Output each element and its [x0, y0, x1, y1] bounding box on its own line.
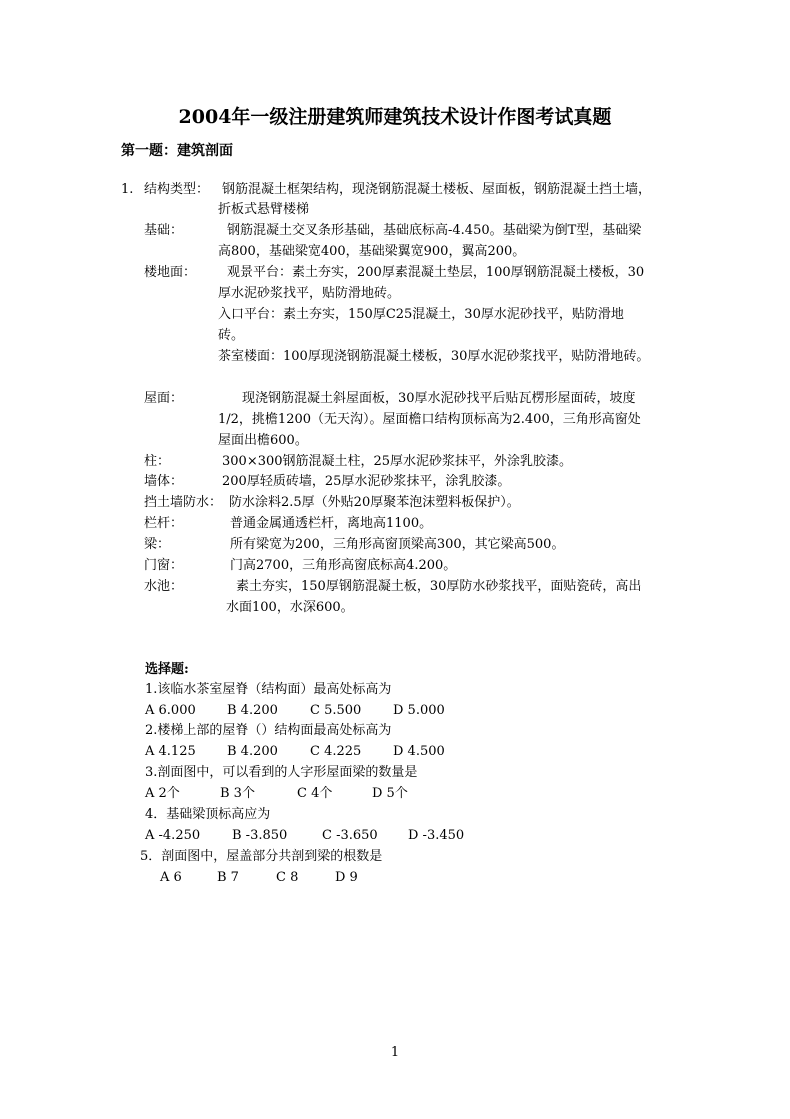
- question-1-option-b: B 4.200: [227, 703, 278, 718]
- column-label: 柱：: [144, 454, 171, 469]
- railing-label: 栏杆：: [144, 516, 184, 531]
- question-1: 1.该临水茶室屋脊（结构面）最高处标高为: [145, 682, 392, 697]
- beam-text: 所有梁宽为200，三角形高窗顶梁高300，其它梁高500。: [230, 537, 565, 552]
- floor-text-3: 入口平台：素土夯实，150厚C25混凝土，30厚水泥砂找平，贴防滑地: [218, 307, 624, 322]
- question-3-option-c: C 4个: [297, 786, 333, 801]
- floor-text-2: 厚水泥砂浆找平，贴防滑地砖。: [218, 286, 401, 301]
- roof-text-1: 现浇钢筋混凝土斜屋面板，30厚水泥砂找平后贴瓦楞形屋面砖，坡度: [242, 391, 636, 406]
- item-number: 1.: [121, 182, 134, 197]
- roof-label: 屋面：: [144, 391, 184, 406]
- question-2-option-b: B 4.200: [227, 744, 278, 759]
- structure-label: 结构类型：: [144, 182, 210, 197]
- floor-text-5: 茶室楼面：100厚现浇钢筋混凝土楼板，30厚水泥砂浆找平，贴防滑地砖。: [218, 349, 650, 364]
- page-number: 1: [390, 1045, 400, 1060]
- retaining-text: 防水涂料2.5厚（外贴20厚聚苯泡沫塑料板保护）。: [229, 495, 520, 510]
- question-5-option-b: B 7: [217, 870, 239, 885]
- floor-text-4: 砖。: [218, 328, 245, 343]
- question-3: 3.剖面图中，可以看到的人字形屋面梁的数量是: [145, 765, 418, 780]
- question-3-option-a: A 2个: [145, 786, 180, 801]
- question-5-option-d: D 9: [335, 870, 358, 885]
- choice-heading: 选择题:: [145, 662, 189, 677]
- floor-label: 楼地面：: [144, 265, 197, 280]
- question-5: 5．剖面图中，屋盖部分共剖到梁的根数是: [140, 849, 383, 864]
- structure-text-1: 钢筋混凝土框架结构，现浇钢筋混凝土楼板、屋面板，钢筋混凝土挡土墙，: [222, 182, 652, 197]
- section-subtitle: 第一题：建筑剖面: [121, 143, 233, 159]
- retaining-label: 挡土墙防水：: [144, 495, 223, 510]
- roof-text-2: 1/2，挑檐1200（无天沟）。屋面檐口结构顶标高为2.400，三角形高窗处: [218, 412, 641, 427]
- railing-text: 普通金属通透栏杆，离地高1100。: [230, 516, 433, 531]
- question-2-option-d: D 4.500: [393, 744, 445, 759]
- question-2-option-a: A 4.125: [145, 744, 196, 759]
- roof-text-3: 屋面出檐600。: [218, 433, 308, 448]
- question-1-option-c: C 5.500: [310, 703, 362, 718]
- page-title: 2004年一级注册建筑师建筑技术设计作图考试真题: [178, 106, 612, 128]
- door-window-label: 门窗：: [144, 558, 184, 573]
- question-2-option-c: C 4.225: [310, 744, 362, 759]
- question-2: 2.楼梯上部的屋脊（）结构面最高处标高为: [145, 723, 392, 738]
- foundation-text-1: 钢筋混凝土交叉条形基础，基础底标高-4.450。基础梁为倒T型，基础梁: [227, 223, 642, 238]
- pool-text-1: 素土夯实，150厚钢筋混凝土板，30厚防水砂浆找平，面贴瓷砖，高出: [236, 579, 642, 594]
- question-5-option-c: C 8: [276, 870, 299, 885]
- pool-label: 水池：: [144, 579, 184, 594]
- question-1-option-a: A 6.000: [145, 703, 196, 718]
- floor-text-1: 观景平台：素土夯实，200厚素混凝土垫层，100厚钢筋混凝土楼板，30: [227, 265, 645, 280]
- structure-text-2: 折板式悬臂楼梯: [218, 202, 310, 217]
- door-window-text: 门高2700，三角形高窗底标高4.200。: [230, 558, 457, 573]
- question-1-option-d: D 5.000: [393, 703, 445, 718]
- question-3-option-d: D 5个: [372, 786, 408, 801]
- wall-text: 200厚轻质砖墙，25厚水泥砂浆抹平，涂乳胶漆。: [222, 474, 511, 489]
- foundation-label: 基础：: [144, 223, 184, 238]
- question-4-option-a: A -4.250: [145, 828, 201, 843]
- question-3-option-b: B 3个: [220, 786, 255, 801]
- question-4-option-c: C -3.650: [322, 828, 378, 843]
- wall-label: 墙体：: [144, 474, 184, 489]
- question-5-option-a: A 6: [160, 870, 182, 885]
- foundation-text-2: 高800，基础梁宽400，基础梁翼宽900，翼高200。: [218, 244, 526, 259]
- beam-label: 梁：: [144, 537, 171, 552]
- question-4-option-d: D -3.450: [408, 828, 465, 843]
- question-4: 4．基础梁顶标高应为: [145, 807, 271, 822]
- pool-text-2: 水面100，水深600。: [226, 600, 354, 615]
- question-4-option-b: B -3.850: [232, 828, 288, 843]
- column-text: 300×300钢筋混凝土柱，25厚水泥砂浆抹平，外涂乳胶漆。: [222, 454, 573, 469]
